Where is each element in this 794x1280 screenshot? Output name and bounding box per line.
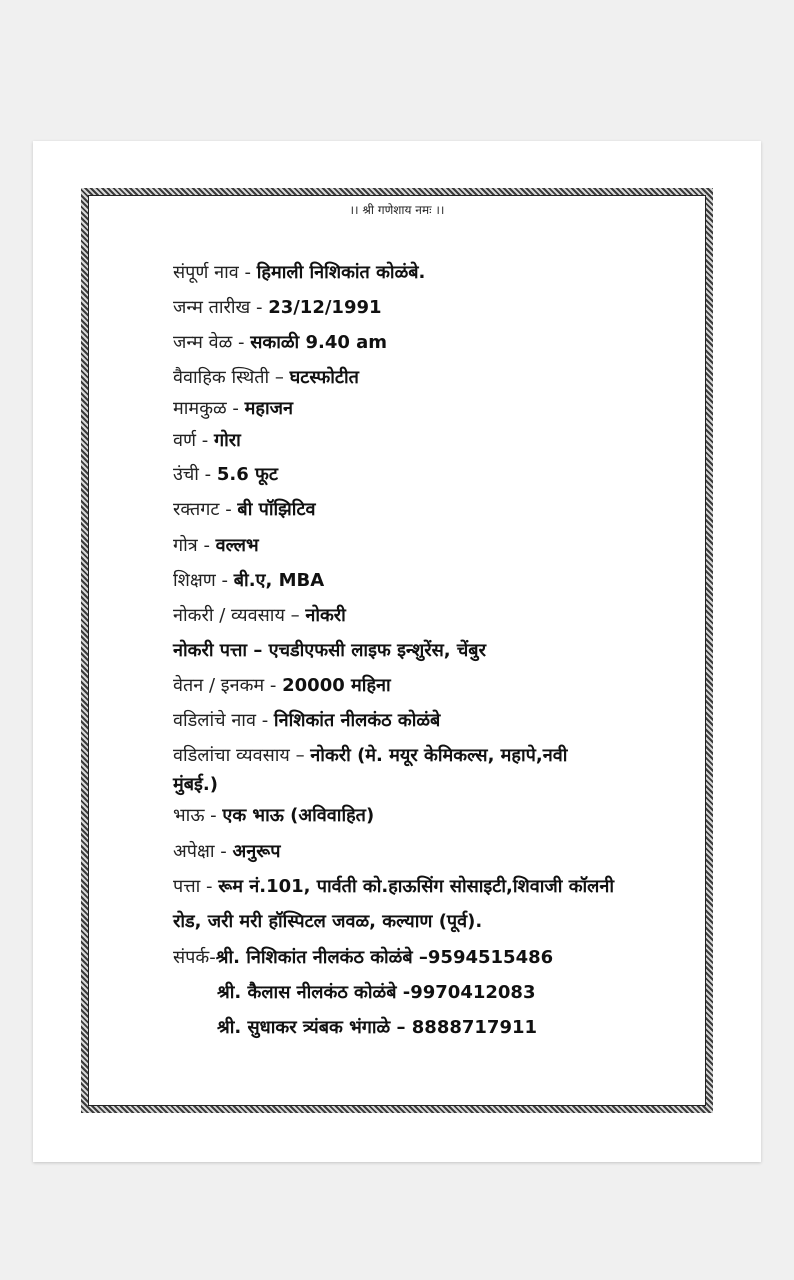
contact-extra-2: श्री. सुधाकर त्र्यंबक भंगाळे – 8888717911 — [217, 1017, 538, 1038]
field-full-name: संपूर्ण नाव - हिमाली निशिकांत कोळंबे. — [173, 262, 426, 283]
field-income: वेतन / इनकम - 20000 महिना — [173, 675, 391, 696]
field-father-occupation: वडिलांचा व्यवसाय – नोकरी (मे. मयूर केमिकल्स, महापे,नवी — [173, 745, 568, 766]
field-occupation: नोकरी / व्यवसाय – नोकरी — [173, 605, 346, 626]
field-gotra: गोत्र - वल्लभ — [173, 535, 259, 556]
field-father-name: वडिलांचे नाव - निशिकांत नीलकंठ कोळंबे — [173, 710, 441, 731]
field-maternal-family: मामकुळ - महाजन — [173, 398, 293, 419]
field-education: शिक्षण - बी.ए, MBA — [173, 570, 325, 591]
contact-extra-1: श्री. कैलास नीलकंठ कोळंबे -9970412083 — [217, 982, 536, 1003]
document-page — [33, 141, 761, 1162]
field-contact: संपर्क-श्री. निशिकांत नीलकंठ कोळंबे –9594515486 — [173, 947, 554, 968]
invocation-header: ।। श्री गणेशाय नमः ।। — [349, 203, 445, 217]
decorative-border — [81, 188, 713, 1113]
field-siblings: भाऊ - एक भाऊ (अविवाहित) — [173, 805, 375, 826]
field-birth-time: जन्म वेळ - सकाळी 9.40 am — [173, 332, 388, 353]
field-job-address: नोकरी पत्ता – एचडीएफसी लाइफ इन्शुरेंस, चेंबुर — [173, 640, 486, 661]
field-height: उंची - 5.6 फूट — [173, 464, 279, 485]
field-blood-group: रक्तगट - बी पॉझिटिव — [173, 499, 316, 520]
field-marital-status: वैवाहिक स्थिती – घटस्फोटीत — [173, 367, 359, 388]
field-expectations: अपेक्षा - अनुरूप — [173, 841, 281, 862]
field-father-occupation-cont: मुंबई.) — [173, 774, 218, 795]
field-address-cont: रोड, जरी मरी हॉस्पिटल जवळ, कल्याण (पूर्व). — [173, 911, 483, 932]
field-birth-date: जन्म तारीख - 23/12/1991 — [173, 297, 382, 318]
field-address: पत्ता - रूम नं.101, पार्वती को.हाऊसिंग सोसाइटी,शिवाजी कॉलनी — [173, 876, 615, 897]
field-complexion: वर्ण - गोरा — [173, 430, 241, 451]
